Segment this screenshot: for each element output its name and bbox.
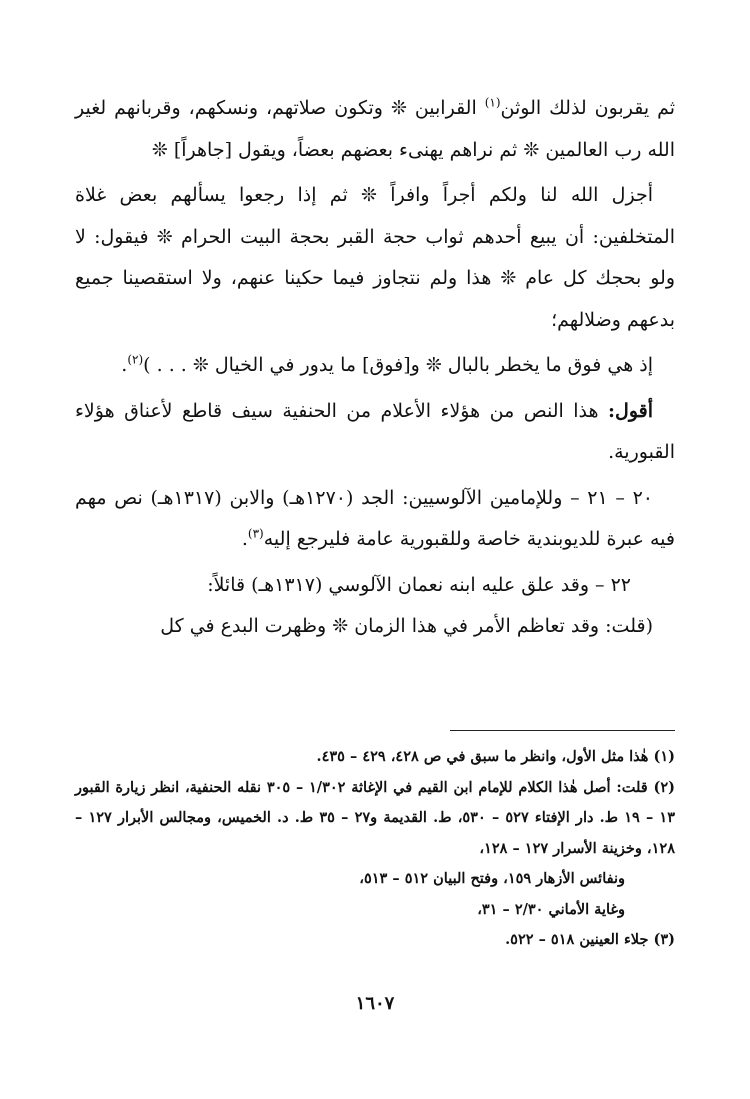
paragraph-1-text: ثم يقربون لذلك الوثن <box>500 97 675 119</box>
paragraph-5-text: ٢٠ – ٢١ – وللإمامين الآلوسيين: الجد (١٢٧٠هـ) والابن (١٣١٧هـ) نص مهم فيه عبرة للديوبندية خاصة وللقبورية عامة فليرجع إليه <box>75 486 675 550</box>
paragraph-6: ٢٢ – وقد علق عليه ابنه نعمان الآلوسي (١٣١٧هـ) قائلاً: <box>207 573 631 596</box>
footnote-separator <box>450 730 675 731</box>
main-text <box>75 88 675 648</box>
paragraph-3-end: . <box>121 354 128 376</box>
paragraph-4-text: هذا النص من هؤلاء الأعلام من الحنفية سيف قاطع لأعناق هؤلاء القبورية. <box>75 399 675 463</box>
footnote-2-continuation-1: ونفائس الأزهار ١٥٩، وفتح البيان ٥١٢ – ٥١٣، <box>359 870 625 887</box>
footnotes <box>75 742 675 956</box>
paragraph-3 <box>75 345 675 387</box>
paragraph-2: أجزل الله لنا ولكم أجراً وافراً ❊ ثم إذا رجعوا يسألهم بعض غلاة المتخلفين: أن يبيع أحدهم ثواب حجة القبر بحجة البيت الحرام ❊ فيقول: لا ولو بحجك كل عام ❊ هذا ولم نتجاوز فيما حكينا عنهم، ولا استقصينا جميع بدعهم وضلالهم؛ <box>75 184 675 331</box>
aqool-lead-word: أقول: <box>608 399 653 422</box>
footnote-1: (١) هٰذا مثل الأول، وانظر ما سبق في ص ٤٢٨، ٤٢٩ – ٤٣٥. <box>316 748 675 765</box>
footnote-ref-2: (٢) <box>127 352 144 367</box>
footnote-ref-1: (١) <box>484 95 501 110</box>
footnote-2-continuation-2: وغاية الأماني ٢/٣٠ – ٣١، <box>477 900 625 918</box>
footnote-3: (٣) جلاء العينين ٥١٨ – ٥٢٢. <box>505 931 675 948</box>
paragraph-5 <box>75 478 675 561</box>
paragraph-1-text-rest: القرابين ❊ وتكون صلاتهم، ونسكهم، وقربانهم لغير الله رب العالمين ❊ ثم نراهم يهنىء بعضهم بعضاً، ويقول [جاهراً] ❊ <box>75 97 675 161</box>
paragraph-4 <box>75 391 675 474</box>
footnote-2: (٢) قلت: أصل هٰذا الكلام للإمام ابن القيم في الإغاثة ١/٣٠٢ – ٣٠٥ نقله الحنفية، انظر زيارة القبور ١٣ – ١٩ ط. دار الإفتاء ٥٢٧ – ٥٣٠، ط. القديمة و٢٧ – ٣٥ ط. د. الخميس، ومجالس الأبرار ١٢٧ – ١٢٨، وخزينة الأسرار ١٢٧ – ١٢٨، <box>75 778 675 857</box>
footnote-ref-3: (٣) <box>247 526 264 541</box>
paragraph-5-end: . <box>241 528 248 550</box>
paragraph-3-text: إذ هي فوق ما يخطر بالبال ❊ و[فوق] ما يدور في الخيال ❊ . . . ) <box>143 354 653 376</box>
page-number: ١٦٠٧ <box>355 993 395 1014</box>
paragraph-7: (قلت: وقد تعاظم الأمر في هذا الزمان ❊ وظهرت البدع في كل <box>160 615 653 637</box>
paragraph-1 <box>75 88 675 171</box>
